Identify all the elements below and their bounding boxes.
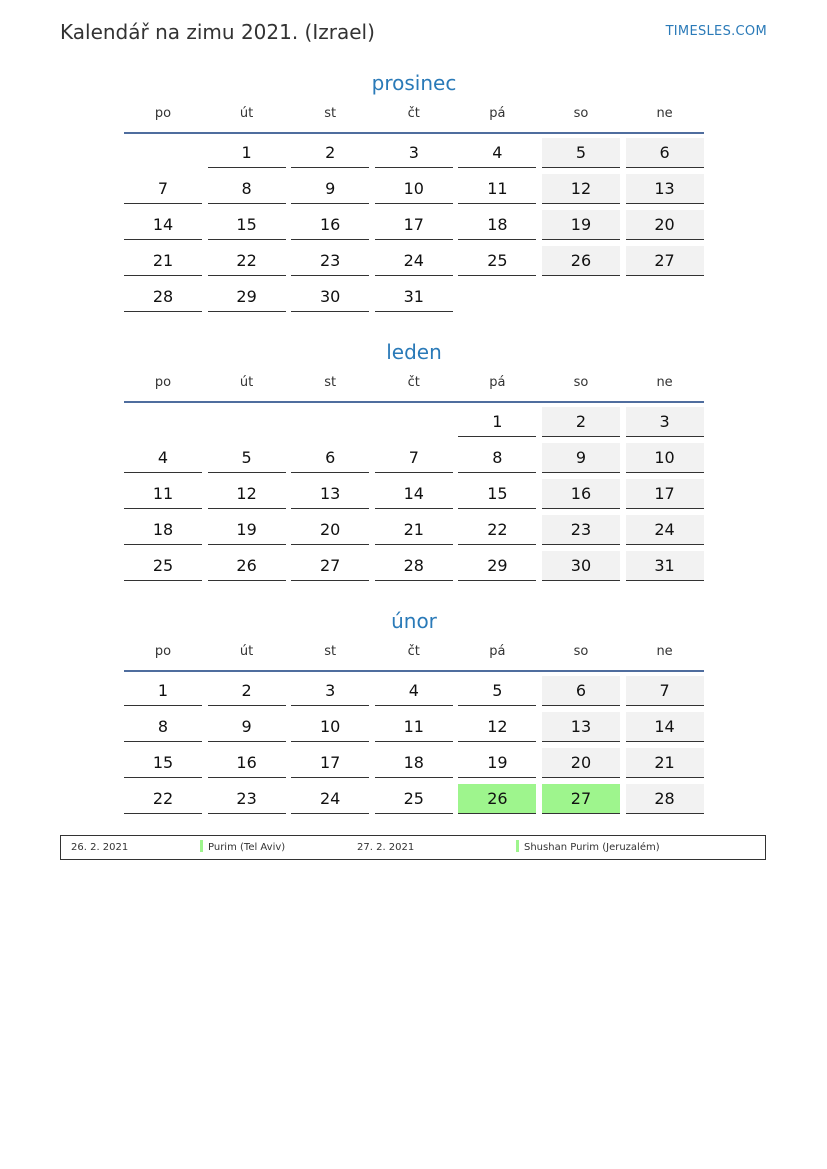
day-cell: 31 — [375, 282, 453, 312]
day-grid — [124, 676, 704, 814]
weekday-label: st — [324, 106, 337, 121]
weekday-label: po — [154, 644, 172, 659]
day-cell: 9 — [291, 174, 369, 204]
day-cell: 17 — [375, 210, 453, 240]
weekday-label: ne — [656, 375, 673, 390]
day-cell: 22 — [208, 246, 286, 276]
day-cell: 15 — [124, 748, 202, 778]
day-cell: 26 — [208, 551, 286, 581]
day-cell: 2 — [542, 407, 620, 437]
day-cell: 14 — [124, 210, 202, 240]
day-cell: 13 — [542, 712, 620, 742]
day-cell: 16 — [208, 748, 286, 778]
weekday-label: út — [239, 106, 254, 121]
empty-cell — [124, 138, 202, 168]
day-cell: 31 — [626, 551, 704, 581]
day-cell: 24 — [375, 246, 453, 276]
day-cell: 9 — [542, 443, 620, 473]
weekday-label: st — [324, 644, 337, 659]
day-cell: 14 — [375, 479, 453, 509]
day-cell: 27 — [626, 246, 704, 276]
weekday-header — [124, 640, 704, 672]
day-cell: 21 — [375, 515, 453, 545]
day-cell: 11 — [124, 479, 202, 509]
day-cell: 22 — [458, 515, 536, 545]
day-cell: 28 — [375, 551, 453, 581]
legend-label — [516, 836, 660, 859]
day-cell: 18 — [458, 210, 536, 240]
day-cell: 7 — [124, 174, 202, 204]
weekday-label: pá — [489, 106, 506, 121]
day-cell: 25 — [375, 784, 453, 814]
day-cell: 3 — [291, 676, 369, 706]
day-cell: 25 — [124, 551, 202, 581]
day-cell: 23 — [291, 246, 369, 276]
day-cell: 29 — [208, 282, 286, 312]
day-cell: 16 — [542, 479, 620, 509]
day-cell: 20 — [291, 515, 369, 545]
day-cell: 24 — [291, 784, 369, 814]
weekday-label: čt — [407, 644, 420, 659]
weekday-header — [124, 102, 704, 134]
day-cell: 15 — [208, 210, 286, 240]
day-cell: 7 — [626, 676, 704, 706]
empty-cell — [375, 407, 453, 437]
day-cell: 6 — [542, 676, 620, 706]
day-cell: 8 — [458, 443, 536, 473]
day-cell: 10 — [626, 443, 704, 473]
day-cell: 27 — [291, 551, 369, 581]
day-cell: 21 — [626, 748, 704, 778]
day-cell: 1 — [208, 138, 286, 168]
day-cell: 8 — [124, 712, 202, 742]
day-cell: 7 — [375, 443, 453, 473]
day-cell: 18 — [375, 748, 453, 778]
day-cell: 12 — [542, 174, 620, 204]
month-december — [124, 70, 704, 312]
holiday-day-cell: 27 — [542, 784, 620, 814]
day-cell: 13 — [626, 174, 704, 204]
day-cell: 17 — [626, 479, 704, 509]
day-cell: 21 — [124, 246, 202, 276]
day-cell: 17 — [291, 748, 369, 778]
page-title: Kalendář na zimu 2021. (Izrael) — [60, 20, 375, 44]
day-cell: 6 — [291, 443, 369, 473]
weekday-label: pá — [489, 375, 506, 390]
month-february — [124, 608, 704, 814]
day-cell: 13 — [291, 479, 369, 509]
day-cell: 10 — [291, 712, 369, 742]
day-cell: 23 — [542, 515, 620, 545]
legend-date: 26. 2. 2021 — [71, 842, 129, 853]
legend-label-text: Shushan Purim (Jeruzalém) — [524, 842, 660, 853]
legend-label-text: Purim (Tel Aviv) — [208, 842, 286, 853]
day-cell: 10 — [375, 174, 453, 204]
weekday-label: st — [324, 375, 337, 390]
weekday-label: po — [154, 106, 172, 121]
day-cell: 20 — [542, 748, 620, 778]
empty-cell — [208, 407, 286, 437]
month-title: prosinec — [371, 71, 457, 95]
day-cell: 12 — [208, 479, 286, 509]
day-cell: 11 — [458, 174, 536, 204]
day-cell: 20 — [626, 210, 704, 240]
day-cell: 8 — [208, 174, 286, 204]
day-cell: 14 — [626, 712, 704, 742]
legend-label — [200, 836, 285, 859]
day-cell: 16 — [291, 210, 369, 240]
day-cell: 5 — [458, 676, 536, 706]
day-cell: 12 — [458, 712, 536, 742]
day-cell: 26 — [542, 246, 620, 276]
day-cell: 29 — [458, 551, 536, 581]
weekday-label: út — [239, 644, 254, 659]
day-cell: 2 — [291, 138, 369, 168]
holiday-day-cell: 26 — [458, 784, 536, 814]
day-cell: 19 — [542, 210, 620, 240]
day-cell: 2 — [208, 676, 286, 706]
month-january — [124, 339, 704, 581]
day-cell: 1 — [458, 407, 536, 437]
day-cell: 5 — [208, 443, 286, 473]
empty-cell — [291, 407, 369, 437]
day-grid — [124, 407, 704, 581]
legend-marker — [516, 840, 519, 852]
day-cell: 4 — [375, 676, 453, 706]
day-cell: 5 — [542, 138, 620, 168]
legend-marker — [200, 840, 203, 852]
day-grid — [124, 138, 704, 312]
day-cell: 30 — [291, 282, 369, 312]
month-title: leden — [386, 340, 442, 364]
day-cell: 19 — [458, 748, 536, 778]
empty-cell — [124, 407, 202, 437]
day-cell: 25 — [458, 246, 536, 276]
day-cell: 28 — [124, 282, 202, 312]
brand-link[interactable]: TIMESLES.COM — [665, 24, 767, 39]
day-cell: 9 — [208, 712, 286, 742]
day-cell: 3 — [626, 407, 704, 437]
weekday-label: so — [573, 106, 589, 121]
legend-date: 27. 2. 2021 — [357, 842, 415, 853]
weekday-label: čt — [407, 375, 420, 390]
day-cell: 23 — [208, 784, 286, 814]
day-cell: 30 — [542, 551, 620, 581]
weekday-label: ne — [656, 644, 673, 659]
weekday-label: ne — [656, 106, 673, 121]
day-cell: 1 — [124, 676, 202, 706]
holiday-legend — [60, 835, 766, 860]
day-cell: 15 — [458, 479, 536, 509]
day-cell: 11 — [375, 712, 453, 742]
weekday-label: pá — [489, 644, 506, 659]
weekday-label: so — [573, 644, 589, 659]
month-title: únor — [391, 609, 437, 633]
day-cell: 3 — [375, 138, 453, 168]
weekday-label: út — [239, 375, 254, 390]
day-cell: 18 — [124, 515, 202, 545]
day-cell: 19 — [208, 515, 286, 545]
weekday-header — [124, 371, 704, 403]
weekday-label: čt — [407, 106, 420, 121]
day-cell: 22 — [124, 784, 202, 814]
day-cell: 4 — [458, 138, 536, 168]
day-cell: 24 — [626, 515, 704, 545]
weekday-label: po — [154, 375, 172, 390]
day-cell: 6 — [626, 138, 704, 168]
weekday-label: so — [573, 375, 589, 390]
day-cell: 28 — [626, 784, 704, 814]
day-cell: 4 — [124, 443, 202, 473]
